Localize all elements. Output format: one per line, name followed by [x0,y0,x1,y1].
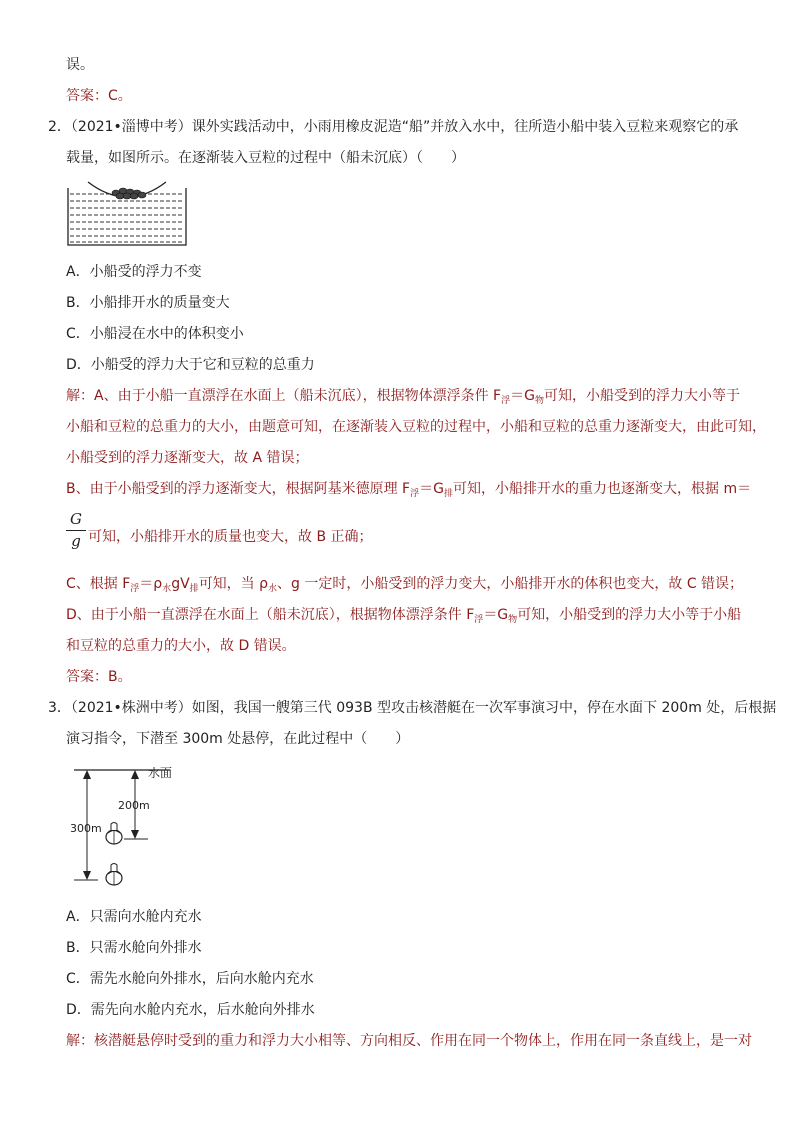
q2-solution-line7: D、由于小船一直漂浮在水面上（船未沉底），根据物体漂浮条件 $F_浮=G_物$可知，小船受到的浮力大小等于小船 [66,607,742,625]
q2-option-c: C．小船浸在水中的体积变小 [66,326,244,342]
depth-200-label: 200m [118,799,150,812]
q3-option-d: D．需先向水舱内充水，后水舱向外排水 [66,1002,315,1018]
prev-solution-tail: 误。 [66,57,94,73]
fraction-denominator: g [71,532,81,550]
q2-solution-line1: 解：A、由于小船一直漂浮在水面上（船未沉底），根据物体漂浮条件 $F_浮=G_物$可知，小船受到的浮力大小等于 [66,388,740,406]
submarine-depth-figure [64,760,194,888]
surface-label: 水面 [148,766,173,780]
q2-option-a: A．小船受的浮力不变 [66,264,202,280]
q2-solution-line8: 和豆粒的总重力的大小，故 D 错误。 [66,638,296,654]
q2-solution-line4: B、由于小船受到的浮力逐渐变大，根据阿基米德原理 $F_浮=G_排$可知，小船排开水的重力也逐渐变大，根据 m＝ [66,481,752,499]
fraction-numerator: G [70,510,82,528]
q3-option-c: C．需先水舱向外排水，后向水舱内充水 [66,971,314,987]
q3-option-a: A．只需向水舱内充水 [66,909,202,925]
submarine-upper-icon [106,823,122,845]
fraction-bar [66,530,86,531]
q2-solution-line6: C、根据 $F_浮=\rho_水gV_排$可知，当 $\rho_水$、g 一定时，小船受到的浮力变大，小船排开水的体积也变大，故 C 错误； [66,576,744,594]
q3-stem-line1: 3．（2021•株洲中考）如图，我国一艘第三代 093B 型攻击核潜艇在一次军事演习中，停在水面下 200m 处，后根据 [48,700,777,716]
q2-stem-line2: 载量，如图所示。在逐渐装入豆粒的过程中（船未沉底）（ ） [66,150,465,166]
q3-solution-line1: 解：核潜艇悬停时受到的重力和浮力大小相等、方向相反、作用在同一个物体上，作用在同一条直线上，是一对 [66,1033,752,1049]
q2-solution-line5: 可知，小船排开水的质量也变大，故 B 正确； [88,529,373,545]
boat-beaker-figure [64,178,190,248]
q3-option-b: B．只需水舱向外排水 [66,940,202,956]
q2-stem-line1: 2．（2021•淄博中考）课外实践活动中，小雨用橡皮泥造“船”并放入水中，往所造小船中装入豆粒来观察它的承 [48,119,739,135]
q2-solution-line2: 小船和豆粒的总重力的大小，由题意可知，在逐渐装入豆粒的过程中，小船和豆粒的总重力逐渐变大，由此可知， [66,419,766,435]
q2-option-b: B．小船排开水的质量变大 [66,295,230,311]
submarine-lower-icon [106,864,122,886]
answer-q1: 答案：C。 [66,88,132,104]
q2-option-d: D．小船受的浮力大于它和豆粒的总重力 [66,357,315,373]
q3-stem-line2: 演习指令，下潜至 300m 处悬停，在此过程中（ ） [66,731,410,747]
answer-q2: 答案：B。 [66,669,132,685]
depth-300-label: 300m [70,822,102,835]
q2-solution-line3: 小船受到的浮力逐渐变大，故 A 错误； [66,450,309,466]
mass-fraction-formula [66,510,86,551]
